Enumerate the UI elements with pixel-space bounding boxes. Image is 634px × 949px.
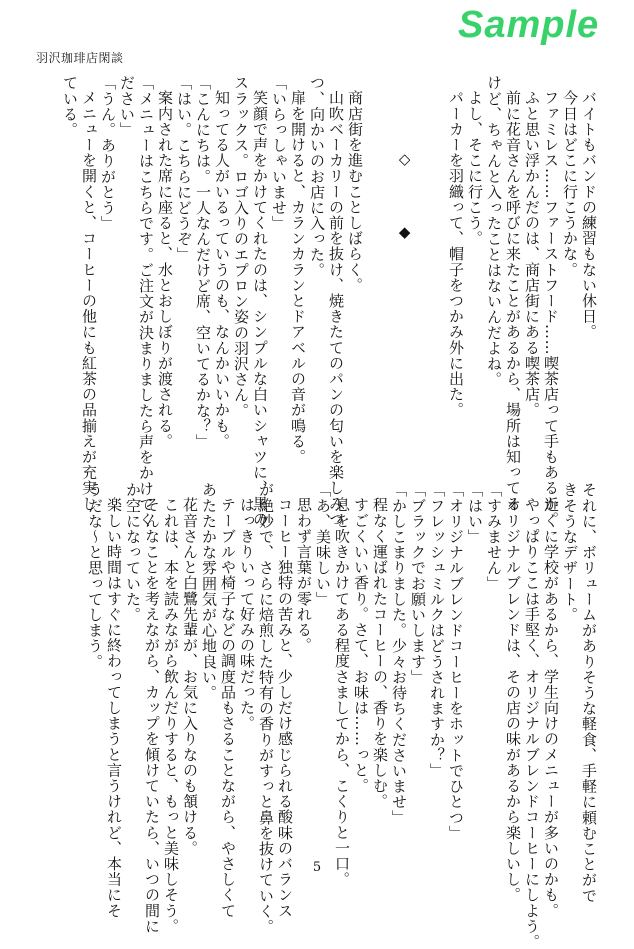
text-column: 花音さんと白鷺先輩が、お気に入りなのも頷ける。 xyxy=(181,497,199,856)
text-column: テーブルや椅子などの調度品もさることながら、やさしくて xyxy=(219,497,237,919)
dialogue-column: 「すみません」 xyxy=(485,482,503,592)
text-column: ふと思い浮かんだのは、商店街にある喫茶店。 xyxy=(523,90,541,418)
text-column: ファミレス……ファーストフード……喫茶店って手もあるか。 xyxy=(542,90,560,527)
text-column: 扉を開けると、カランカランとドアベルの音が鳴る。 xyxy=(289,90,307,465)
text-column: スラックス。ロゴ入りのエプロン姿の羽沢さん。 xyxy=(232,75,250,419)
text-column: 息を吹きかけてある程度さましてから、こくりと一口。 xyxy=(333,497,351,887)
text-column: 山吹ベーカリーの前を抜け、焼きたてのパンの匂いを楽しみつ xyxy=(327,90,345,527)
filled-diamond-mark: ◆ xyxy=(398,223,412,241)
text-column: はっきりいって好みの味だった。 xyxy=(238,497,256,731)
text-column: うだな～と思ってしまう。 xyxy=(86,482,104,670)
text-column: バイトもバンドの練習もない休日。 xyxy=(580,90,598,340)
dialogue-column: 「メニューはこちらです。ご注文が決まりましたら声をかけてく xyxy=(137,75,155,528)
dialogue-column: 「あ、美味しい」 xyxy=(314,482,332,607)
text-column: やっぱりここは手堅く、オリジナルブレンドコーヒーにしよう。 xyxy=(523,497,541,949)
text-column: オリジナルブレンドは、その店の味があるから楽しいし。 xyxy=(504,497,522,903)
text-column: が絶妙で、さらに焙煎した特有の香りがすっと鼻を抜けていく。 xyxy=(257,482,275,935)
text-column: ている。 xyxy=(61,75,79,138)
page-number: 5 xyxy=(312,860,322,875)
running-title: 羽沢珈琲店閑談 xyxy=(36,51,124,65)
text-column: すごくいい香り。さて、お味は……っと。 xyxy=(352,497,370,794)
dialogue-column: 「うん。ありがとう」 xyxy=(99,75,117,231)
text-column: 近くに学校があるから、学生向けのメニューが多いのかも。 xyxy=(542,497,560,919)
text-column: コーヒー独特の苦みと、少しだけ感じられる酸味のバランス xyxy=(276,497,294,919)
open-diamond-mark: ◇ xyxy=(398,150,412,168)
text-column: けど、ちゃんと入ったことはないんだよね。 xyxy=(485,75,503,387)
dialogue-column: 「いらっしゃいませ」 xyxy=(270,75,288,231)
text-column: よし、そこに行こう。 xyxy=(466,90,484,246)
text-column: 楽しい時間はすぐに終わってしまうと言うけれど、本当にそ xyxy=(105,497,123,919)
dialogue-column: 「ブラックでお願いします」 xyxy=(409,482,427,685)
text-column: つ、向かいのお店に入った。 xyxy=(308,75,326,278)
text-column: これは、本を読みながら飲んだりすると、もっと美味しそう。 xyxy=(162,497,180,934)
dialogue-column: ださい」 xyxy=(118,75,136,138)
text-column: 知ってる人がいるっていうのも、なんかいいかも。 xyxy=(213,90,231,449)
dialogue-column: 「オリジナルブレンドコーヒーをホットでひとつ」 xyxy=(447,482,465,841)
dialogue-column: 「はい」 xyxy=(466,482,484,545)
dialogue-column: 「こんにちは。一人なんだけど席、空いてるかな？」 xyxy=(194,75,212,450)
text-column: 笑顔で声をかけてくれたのは、シンプルな白いシャツに、黒の xyxy=(251,90,269,527)
text-column: 商店街を進むことしばらく。 xyxy=(346,90,364,293)
text-column: そんなことを考えながら、カップを傾けていたら、いつの間に xyxy=(143,497,161,934)
text-column: パーカーを羽織って、帽子をつかみ外に出た。 xyxy=(447,90,465,418)
text-column: それに、ボリュームがありそうな軽食、手軽に頼むことがで xyxy=(580,482,598,904)
text-column: 今日はどこに行こうかな。 xyxy=(561,90,579,278)
text-column: か空になっていた。 xyxy=(124,482,142,623)
upper-text-block xyxy=(28,75,598,528)
dialogue-column: 「かしこまりました。少々お待ちくださいませ」 xyxy=(390,482,408,826)
text-column: 前に花音さんを呼びに来たことがあるから、場所は知ってる xyxy=(504,90,522,512)
scene-break xyxy=(364,75,446,445)
sample-watermark: Sample xyxy=(458,4,600,46)
text-column: あたたかな雰囲気が心地良い。 xyxy=(200,482,218,701)
text-column: 思わず言葉が零れる。 xyxy=(295,497,313,653)
text-column: メニューを開くと、コーヒーの他にも紅茶の品揃えが充実し xyxy=(80,90,98,512)
dialogue-column: 「はい。こちらにどうぞ」 xyxy=(175,75,193,263)
text-column: きそうなデザート。 xyxy=(561,482,579,623)
lower-text-block xyxy=(28,482,598,949)
text-column: 程なく運ばれたコーヒーの、香りを楽しむ。 xyxy=(371,497,389,809)
dialogue-column: 「フレッシュミルクはどうされますか？」 xyxy=(428,482,446,779)
text-column: 案内された席に座ると、水とおしぼりが渡される。 xyxy=(156,90,174,449)
